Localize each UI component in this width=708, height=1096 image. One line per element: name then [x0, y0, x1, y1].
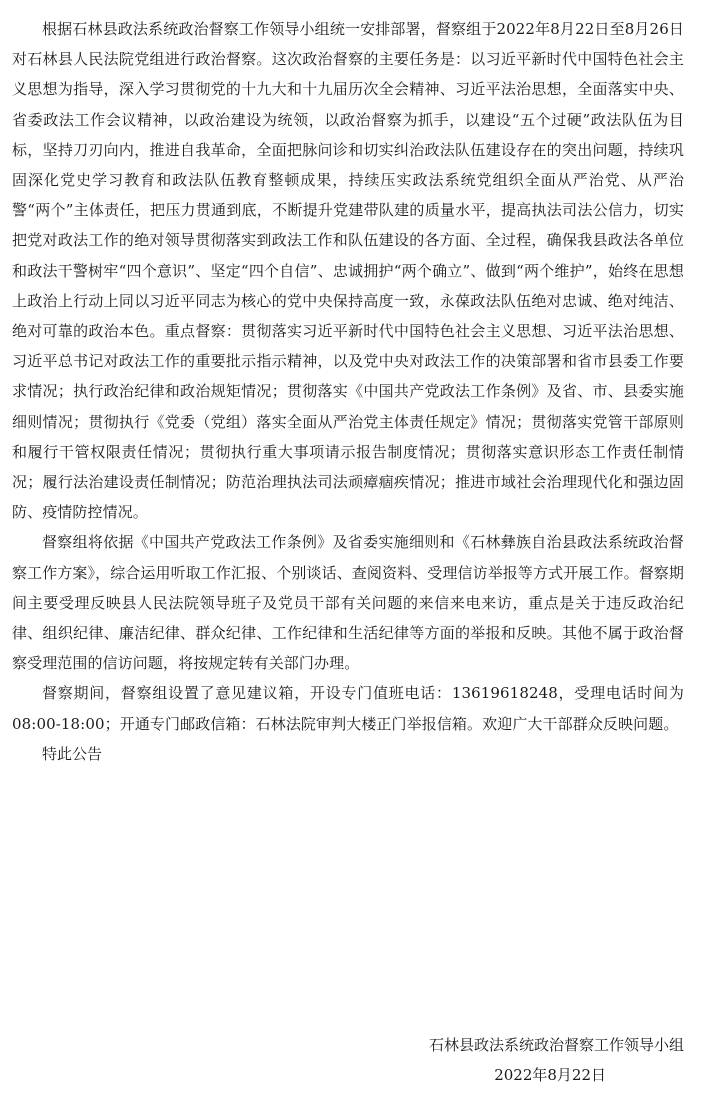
signature-block	[300, 1030, 684, 1090]
paragraph-contact-info: 督察期间，督察组设置了意见建议箱，开设专门值班电话：13619618248，受理电话时间为08:00-18:00；开通专门邮政信箱：石林法院审判大楼正门举报信箱。欢迎广大干部群众反映问题。	[12, 684, 684, 733]
paragraph-inspection-methods: 督察组将依据《中国共产党政法工作条例》及省委实施细则和《石林彝族自治县政法系统政治督察工作方案》，综合运用听取工作汇报、个别谈话、查阅资料、受理信访举报等方式开展工作。督察期间主要受理反映县人民法院领导班子及党员干部有关问题的来信来电来访，重点是关于违反政治纪律、组织纪律、廉洁纪律、群众纪律、工作纪律和生活纪律等方面的举报和反映。其他不属于政治督察受理范围的信访问题，将按规定转有关部门办理。	[12, 533, 685, 673]
signature-date: 2022年8月22日	[494, 1066, 606, 1084]
notice-body	[12, 14, 684, 769]
signature-organization: 石林县政法系统政治督察工作领导小组	[428, 1036, 684, 1054]
closing-statement: 特此公告	[42, 744, 103, 763]
paragraph-inspection-tasks: 根据石林县政法系统政治督察工作领导小组统一安排部署，督察组于2022年8月22日至8月26日对石林县人民法院党组进行政治督察。这次政治督察的主要任务是：以习近平新时代中国特色社会主义思想为指导，深入学习贯彻党的十九大和十九届历次全会精神、习近平法治思想，全面落实中央、省委政法工作会议精神，以政治建设为统领，以政治督察为抓手，以建设“五个过硬”政法队伍为目标，坚持刀刃向内，推进自我革命，全面把脉问诊和切实纠治政法队伍建设存在的突出问题，持续巩固深化党史学习教育和政法队伍教育整顿成果，持续压实政法系统党组织全面从严治党、从严治警“两个”主体责任，把压力贯通到底，不断提升党建带队建的质量水平，提高执法司法公信力，切实把党对政法工作的绝对领导贯彻落实到政法工作和队伍建设的各方面、全过程，确保我县政法各单位和政法干警树牢“四个意识”、坚定“四个自信”、忠诚拥护“两个确立”、做到“两个维护”，始终在思想上政治上行动上同以习近平同志为核心的党中央保持高度一致，永葆政法队伍绝对忠诚、绝对纯洁、绝对可靠的政治本色。重点督察：贯彻落实习近平新时代中国特色社会主义思想、习近平法治思想、习近平总书记对政法工作的重要批示指示精神，以及党中央对政法工作的决策部署和省市县委工作要求情况；执行政治纪律和政治规矩情况；贯彻落实《中国共产党政法工作条例》及省、市、县委实施细则情况；贯彻执行《党委（党组）落实全面从严治党主体责任规定》情况；贯彻落实党管干部原则和履行干管权限责任情况；贯彻执行重大事项请示报告制度情况；贯彻落实意识形态工作责任制情况；履行法治建设责任制情况；防范治理执法司法顽瘴痼疾情况；推进市域社会治理现代化和强边固防、疫情防控情况。	[12, 20, 684, 522]
